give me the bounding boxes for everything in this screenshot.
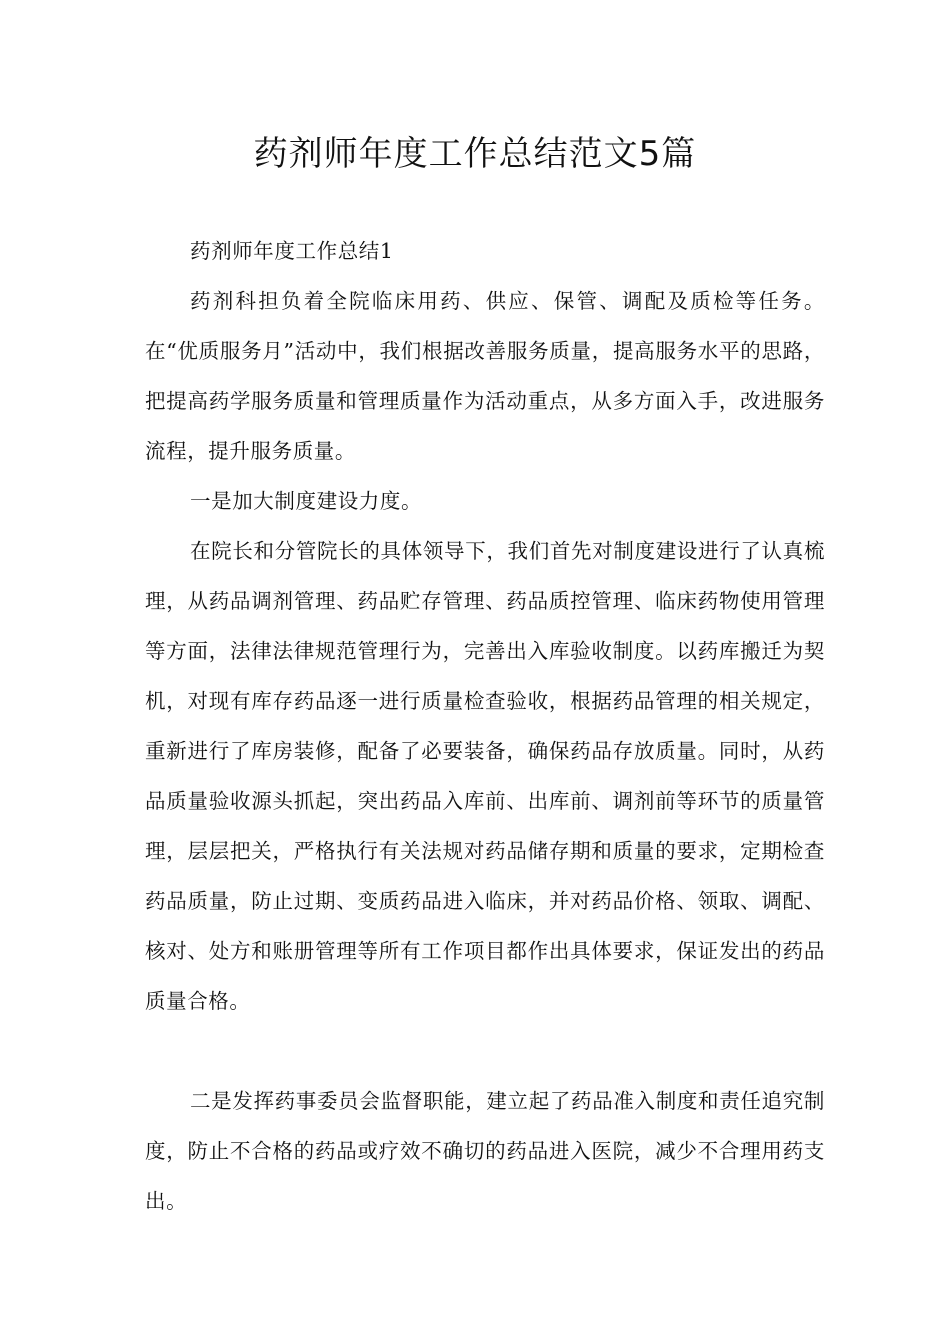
- section-heading: 药剂师年度工作总结1: [190, 239, 394, 263]
- point-heading-1: 一是加大制度建设力度。: [190, 489, 423, 513]
- document-title: 药剂师年度工作总结范文5篇: [253, 134, 697, 174]
- body-paragraph-intro: 药剂科担负着全院临床用药、供应、保管、调配及质检等任务。在“优质服务月”活动中，我们根据改善服务质量，提高服务水平的思路，把提高药学服务质量和管理质量作为活动重点，从多方面入手，改进服务流程，提升服务质量。: [145, 289, 825, 463]
- body-paragraph-system: 在院长和分管院长的具体领导下，我们首先对制度建设进行了认真梳理，从药品调剂管理、药品贮存管理、药品质控管理、临床药物使用管理等方面，法律法律规范管理行为，完善出入库验收制度。以药库搬迁为契机，对现有库存药品逐一进行质量检查验收，根据药品管理的相关规定，重新进行了库房装修，配备了必要装备，确保药品存放质量。同时，从药品质量验收源头抓起，突出药品入库前、出库前、调剂前等环节的质量管理，层层把关，严格执行有关法规对药品储存期和质量的要求，定期检查药品质量，防止过期、变质药品进入临床，并对药品价格、领取、调配、核对、处方和账册管理等所有工作项目都作出具体要求，保证发出的药品质量合格。: [145, 539, 825, 1013]
- document-body: [145, 226, 825, 1226]
- body-paragraph-committee: 二是发挥药事委员会监督职能，建立起了药品准入制度和责任追究制度，防止不合格的药品或疗效不确切的药品进入医院，减少不合理用药支出。: [145, 1089, 825, 1213]
